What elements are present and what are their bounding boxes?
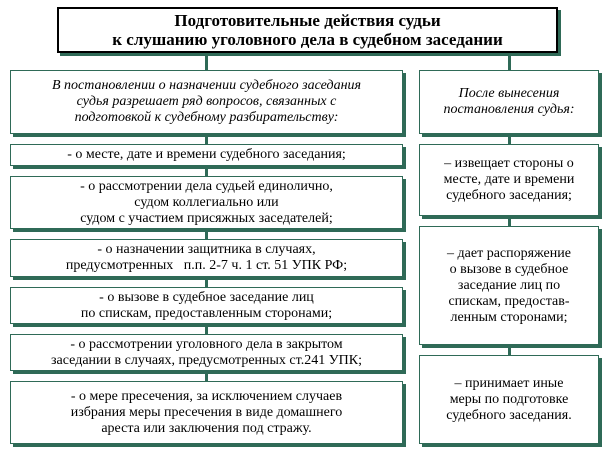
right-item-line: спискам, предостав- — [448, 293, 570, 309]
right-item-summons-order — [419, 226, 599, 345]
title-line-2: к слушанию уголовного дела в судебном заседании — [112, 30, 503, 49]
connector-left-3 — [205, 229, 208, 239]
right-intro-box — [419, 70, 599, 134]
right-item-other-measures — [419, 355, 599, 444]
left-item-line: по спискам, предоставленным сторонами; — [80, 305, 333, 321]
right-item-line: судебного заседания. — [446, 407, 572, 423]
right-item-line: о вызове в судебное — [449, 261, 569, 277]
right-item-line: месте, дате и времени — [443, 172, 575, 187]
left-item-line: судом коллегиально или — [134, 194, 279, 210]
left-intro-line: судья разрешает ряд вопросов, связанных с — [76, 94, 337, 109]
right-intro-line: постановления судья: — [443, 102, 575, 117]
right-item-line: меры по подготовке — [449, 391, 569, 407]
left-intro-box — [10, 70, 403, 134]
left-item-line: заседании в случаях, предусмотренных ст.241 УПК; — [51, 352, 362, 368]
right-item-line: заседание лиц по — [457, 277, 561, 293]
right-item-line: – принимает иные — [454, 375, 564, 391]
left-item-line: ареста или заключения под стражу. — [101, 420, 312, 436]
connector-right-2 — [508, 216, 511, 226]
right-intro-line: После вынесения — [458, 86, 560, 101]
right-item-line: – дает распоряжение — [447, 245, 571, 261]
left-item-line: избрания меры пресечения в виде домашнего — [70, 404, 343, 420]
left-item-summons — [10, 287, 403, 324]
title-line-1: Подготовительные действия судьи — [174, 11, 441, 30]
left-item-line: - о мере пресечения, за исключением случаев — [70, 388, 343, 404]
right-item-notify-parties — [419, 144, 599, 216]
left-item-line: - о месте, дате и времени судебного заседания; — [67, 147, 346, 162]
connector-title-right — [508, 52, 511, 70]
left-item-line: - о рассмотрении уголовного дела в закрытом — [70, 336, 343, 352]
left-item-line: - о рассмотрении дела судьей единолично, — [80, 178, 333, 194]
left-item-line: предусмотренных п.п. 2-7 ч. 1 ст. 51 УПК РФ; — [65, 258, 348, 273]
diagram-title — [57, 7, 558, 53]
left-item-court-composition — [10, 176, 403, 229]
left-item-defender — [10, 239, 403, 277]
connector-left-5 — [205, 324, 208, 334]
left-intro-line: В постановлении о назначении судебного заседания — [51, 78, 362, 93]
connector-title-left — [205, 52, 208, 70]
left-item-line: - о вызове в судебное заседание лиц — [99, 289, 314, 305]
right-item-line: – извещает стороны о — [444, 156, 574, 171]
right-item-line: судебного заседания; — [446, 188, 572, 203]
right-item-line: ленным сторонами; — [450, 309, 568, 325]
left-item-closed-session — [10, 334, 403, 371]
connector-left-1 — [205, 134, 208, 144]
connector-right-1 — [508, 134, 511, 144]
connector-right-3 — [508, 345, 511, 355]
left-item-place-date-time — [10, 144, 403, 166]
left-intro-line: подготовкой к судебному разбирательству: — [74, 110, 339, 125]
left-item-line: - о назначении защитника в случаях, — [97, 242, 316, 257]
left-item-preventive-measure — [10, 381, 403, 444]
connector-left-4 — [205, 277, 208, 287]
left-item-line: судом с участием присяжных заседателей; — [80, 210, 333, 226]
connector-left-2 — [205, 166, 208, 176]
connector-left-6 — [205, 371, 208, 381]
